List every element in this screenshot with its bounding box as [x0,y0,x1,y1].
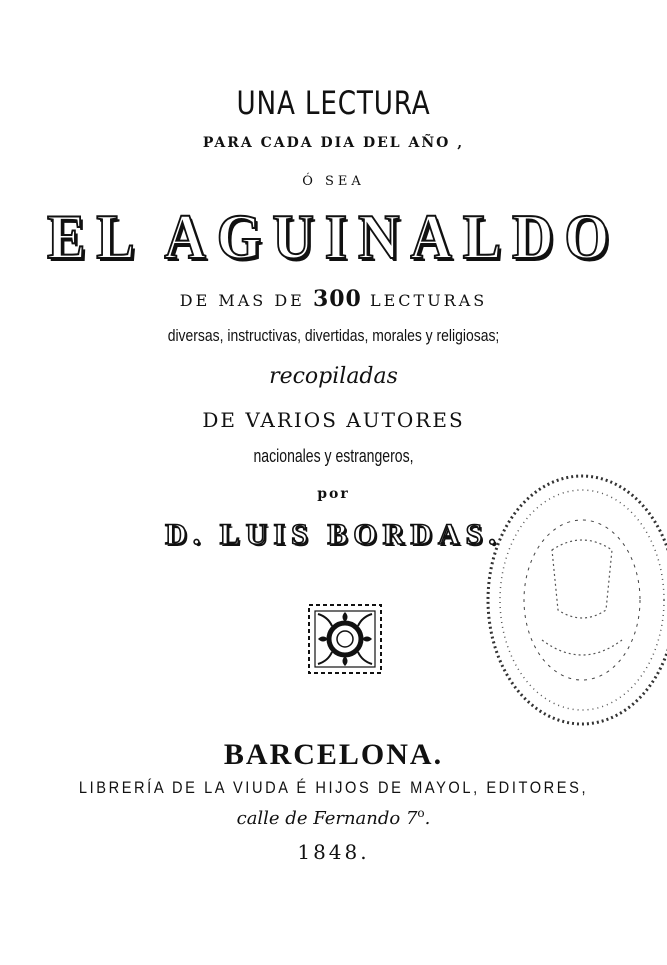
floral-vignette-icon [306,602,384,676]
subtitle-number: 300 [312,286,362,312]
connector-text: Ó SEA [302,174,365,189]
publisher-address [0,806,667,829]
address-text: calle de Fernando 7 [236,808,418,829]
by-text: por [317,486,350,502]
authors-origin: nacionales y estrangeros, [253,446,414,466]
main-title: EL AGUINALDO [47,201,620,272]
publication-city: BARCELONA. [223,738,444,771]
address-superscript: o [417,806,425,820]
subtitle-prefix: DE MAS DE [179,291,305,310]
library-seal-stamp [482,470,667,730]
publication-year: 1848. [297,840,370,864]
authors-line: DE VARIOS AUTORES [202,408,465,432]
subtitle-suffix: LECTURAS [369,291,488,310]
author-name: D. LUIS BORDAS. [165,518,502,551]
subtitle-line-1 [0,286,667,312]
title-line-2: PARA CADA DIA DEL AÑO , [202,135,465,151]
compiled-text: recopiladas [269,364,398,389]
title-line-1: UNA LECTURA [236,84,431,122]
publisher-line: LIBRERÍA DE LA VIUDA É HIJOS DE MAYOL, EDITORES, [78,778,589,797]
subtitle-line-2: diversas, instructivas, divertidas, morales y religiosas; [167,326,500,345]
address-end: . [424,808,431,829]
